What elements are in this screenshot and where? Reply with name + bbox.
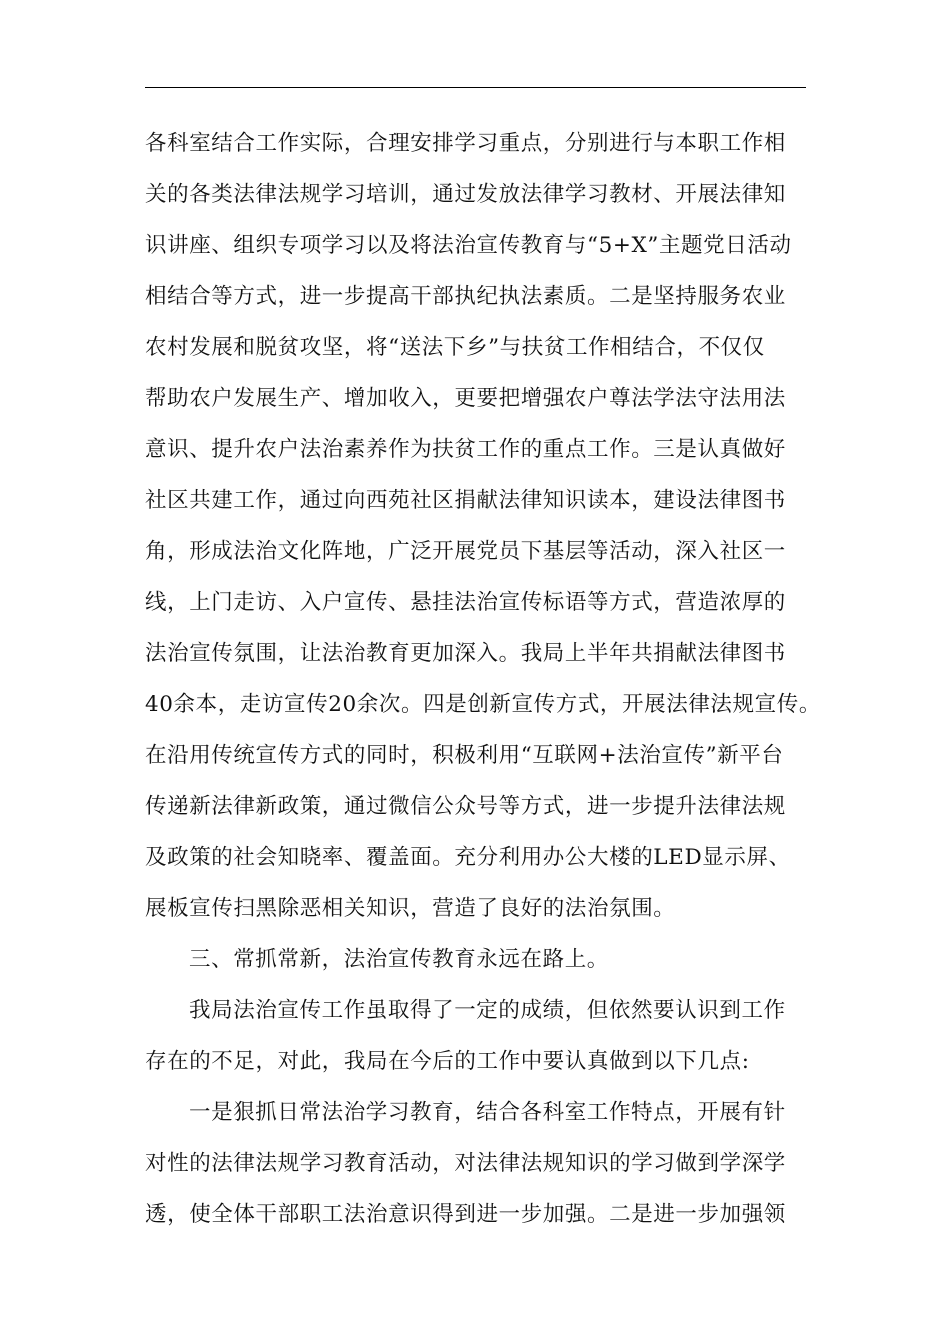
text-line: 40余本，走访宣传20余次。四是创新宣传方式，开展法律法规宣传。: [145, 692, 821, 717]
text-line: 传递新法律新政策，通过微信公众号等方式，进一步提升法律法规: [145, 794, 786, 819]
text-line: 在沿用传统宣传方式的同时，积极利用“互联网+法治宣传”新平台: [145, 743, 784, 768]
text-line: 社区共建工作，通过向西苑社区捐献法律知识读本，建设法律图书: [145, 488, 786, 513]
text-line: 农村发展和脱贫攻坚，将“送法下乡”与扶贫工作相结合，不仅仅: [145, 335, 765, 360]
text-line: 线，上门走访、入户宣传、悬挂法治宣传标语等方式，营造浓厚的: [145, 590, 786, 615]
text-line: 存在的不足，对此，我局在今后的工作中要认真做到以下几点:: [145, 1049, 750, 1074]
text-line: 各科室结合工作实际，合理安排学习重点，分别进行与本职工作相: [145, 131, 786, 156]
text-line: 相结合等方式，进一步提高干部执纪执法素质。二是坚持服务农业: [145, 284, 786, 309]
document-body: [145, 118, 821, 1240]
text-line: 对性的法律法规学习教育活动，对法律法规知识的学习做到学深学: [145, 1151, 786, 1176]
text-line: 法治宣传氛围，让法治教育更加深入。我局上半年共捐献法律图书: [145, 641, 786, 666]
text-line: 一是狠抓日常法治学习教育，结合各科室工作特点，开展有针: [189, 1100, 786, 1125]
header-rule: [145, 87, 806, 88]
text-line: 关的各类法律法规学习培训，通过发放法律学习教材、开展法律知: [145, 182, 786, 207]
text-line: 角，形成法治文化阵地，广泛开展党员下基层等活动，深入社区一: [145, 539, 786, 564]
text-line: 透，使全体干部职工法治意识得到进一步加强。二是进一步加强领: [145, 1202, 786, 1227]
text-line: 展板宣传扫黑除恶相关知识，营造了良好的法治氛围。: [145, 896, 676, 921]
text-line: 识讲座、组织专项学习以及将法治宣传教育与“5+X”主题党日活动: [145, 233, 792, 258]
section-heading: 三、常抓常新，法治宣传教育永远在路上。: [189, 947, 609, 972]
text-line: 及政策的社会知晓率、覆盖面。充分利用办公大楼的LED显示屏、: [145, 845, 791, 870]
text-line: 意识、提升农户法治素养作为扶贫工作的重点工作。三是认真做好: [145, 437, 786, 462]
text-line: 帮助农户发展生产、增加收入，更要把增强农户尊法学法守法用法: [145, 386, 786, 411]
text-line: 我局法治宣传工作虽取得了一定的成绩，但依然要认识到工作: [189, 998, 786, 1023]
